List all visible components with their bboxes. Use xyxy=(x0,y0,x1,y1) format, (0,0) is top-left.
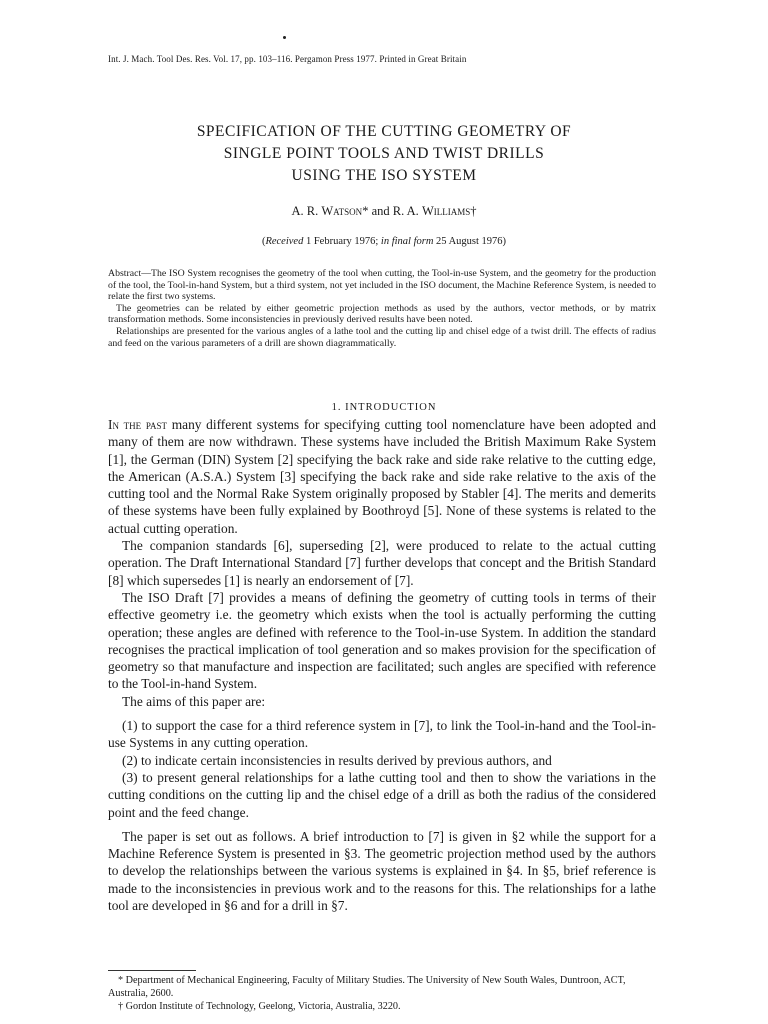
author-line xyxy=(0,204,768,219)
author-conjunction: and xyxy=(368,204,393,218)
final-form-label: in final form xyxy=(380,236,434,247)
title-line-2: SINGLE POINT TOOLS AND TWIST DRILLS xyxy=(223,145,545,162)
author-1-surname: Watson xyxy=(321,204,363,218)
footnote-rule xyxy=(108,970,196,971)
section-heading: 1. INTRODUCTION xyxy=(331,402,437,413)
abstract-paragraph-1 xyxy=(108,268,656,303)
abstract xyxy=(108,268,656,349)
intro-paragraph-4: The aims of this paper are: xyxy=(122,693,266,709)
journal-citation: Int. J. Mach. Tool Des. Res. Vol. 17, pp. 103–116. Pergamon Press 1977. Printed in Great Britain xyxy=(108,54,467,64)
footnote-1: * Department of Mechanical Engineering, Faculty of Military Studies. The University of New South Wales, Duntroon, ACT, Australia, 2600. xyxy=(108,975,626,999)
title-line-1: SPECIFICATION OF THE CUTTING GEOMETRY OF xyxy=(196,123,572,140)
intro-text-1: many different systems for specifying cutting tool nomenclature have been adopted and many of them are now withdrawn. These systems have included the British Maximum Rake System [1], the German (DIN) System [2] specifying the back rake and side rake relative to the cutting edge, the American (A.S.A.) System [3] specifying the back rake and side rake relative to the axis of the cutting tool and the Normal Rake System originally proposed by Stabler [4]. The merits and demerits of these systems have been fully explained by Boothroyd [5]. None of these systems is related to the actual cutting operation. xyxy=(108,417,656,536)
received-date: 1 February 1976; xyxy=(303,236,381,247)
final-form-date: 25 August 1976) xyxy=(433,236,507,247)
abstract-label: Abstract xyxy=(108,268,142,279)
author-1-footnote-mark: * xyxy=(362,204,369,218)
scan-speck xyxy=(283,36,286,39)
introduction-body xyxy=(108,416,656,914)
received-open-paren: ( xyxy=(261,236,266,247)
author-2-footnote-mark: † xyxy=(470,204,477,218)
author-2-surname: Williams xyxy=(421,204,471,218)
footnote-2: † Gordon Institute of Technology, Geelong, Victoria, Australia, 3220. xyxy=(118,1000,401,1012)
intro-lead-in: In the past xyxy=(108,417,168,432)
abstract-text-1: —The ISO System recognises the geometry of the tool when cutting, the Tool-in-use System, and the geometry for the production of the tool, the Tool-in-hand System, but a third system, not yet included in the ISO document, the Machine Reference System, is needed to relate the first two systems. xyxy=(108,268,656,303)
intro-paragraph-5: The paper is set out as follows. A brief introduction to [7] is given in §2 while the support for a Machine Reference System is presented in §3. The geometric projection method used by the authors to develop the relationships between the various systems is explained in §4. In §5, brief reference is made to the inconsistencies in previous work and to the reasons for this. The relationships for a lathe tool are developed in §6 and for a drill in §7. xyxy=(108,828,656,914)
aim-item-2: (2) to indicate certain inconsistencies in results derived by previous authors, and xyxy=(122,752,552,768)
paper-title xyxy=(0,121,768,187)
received-label: Received xyxy=(265,236,304,247)
received-dates xyxy=(0,236,768,247)
footnotes xyxy=(108,975,656,1013)
author-2-initials: R. A. xyxy=(392,204,422,218)
intro-paragraph-1 xyxy=(108,416,656,537)
aim-item-3: (3) to present general relationships for a lathe cutting tool and then to show the variations in the cutting conditions on the cutting lip and the chisel edge of a drill as both the radius of the considered point and the feed change. xyxy=(108,769,656,820)
intro-paragraph-2: The companion standards [6], superseding [2], were produced to relate to the actual cutting operation. The Draft International Standard [7] further develops that concept and the British Standard [8] which supersedes [1] is nearly an endorsement of [7]. xyxy=(108,538,656,588)
abstract-paragraph-2: The geometries can be related by either geometric projection methods as used by the authors, vector methods, or by matrix transformation methods. Some inconsistencies in previously derived results have been noted. xyxy=(108,302,656,326)
aim-item-1: (1) to support the case for a third reference system in [7], to link the Tool-in-hand and the Tool-in-use Systems in any cutting operation. xyxy=(108,718,656,751)
intro-paragraph-3: The ISO Draft [7] provides a means of defining the geometry of cutting tools in terms of their effective geometry i.e. the geometry which exists when the tool is actually performing the cutting operation; these angles are defined with reference to the Tool-in-use System. In addition the standard recognises the practical implication of tool generation and so makes provision for the specification of geometry so that manufacture and inspection are facilitated; such angles are specified with reference to the Tool-in-hand System. xyxy=(108,589,656,692)
abstract-paragraph-3: Relationships are presented for the various angles of a lathe tool and the cutting lip and chisel edge of a twist drill. The effects of radius and feed on the various parameters of a drill are shown diagrammatically. xyxy=(108,325,656,349)
title-line-3: USING THE ISO SYSTEM xyxy=(291,167,477,184)
author-1-initials: A. R. xyxy=(291,204,322,218)
